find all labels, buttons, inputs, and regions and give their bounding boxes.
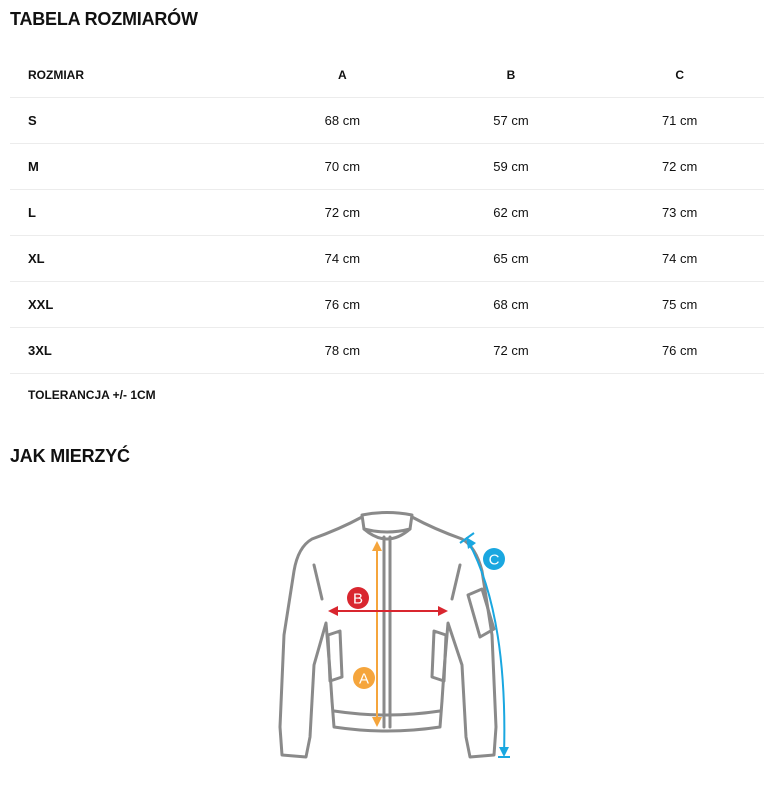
marker-a-label: A bbox=[358, 670, 370, 688]
value-cell-b: 72 cm bbox=[427, 328, 596, 374]
value-cell-a: 68 cm bbox=[258, 98, 427, 144]
value-cell-c: 71 cm bbox=[595, 98, 764, 144]
column-header-size: ROZMIAR bbox=[10, 53, 258, 98]
tolerance-note: TOLERANCJA +/- 1CM bbox=[28, 388, 156, 402]
value-cell-b: 57 cm bbox=[427, 98, 596, 144]
column-header-c: C bbox=[595, 53, 764, 98]
size-cell: XXL bbox=[10, 282, 258, 328]
how-to-measure-title: JAK MIERZYĆ bbox=[10, 446, 130, 466]
value-cell-c: 73 cm bbox=[595, 190, 764, 236]
measurement-c bbox=[460, 533, 510, 757]
size-cell: M bbox=[10, 144, 258, 190]
table-row bbox=[10, 328, 764, 374]
value-cell-a: 70 cm bbox=[258, 144, 427, 190]
value-cell-a: 78 cm bbox=[258, 328, 427, 374]
value-cell-c: 74 cm bbox=[595, 236, 764, 282]
table-row bbox=[10, 282, 764, 328]
value-cell-c: 72 cm bbox=[595, 144, 764, 190]
jacket-measurement-diagram bbox=[270, 505, 510, 767]
measurement-b bbox=[328, 587, 448, 616]
value-cell-a: 74 cm bbox=[258, 236, 427, 282]
table-row bbox=[10, 236, 764, 282]
size-cell: L bbox=[10, 190, 258, 236]
measurement-a bbox=[353, 541, 382, 727]
marker-c-label: C bbox=[488, 551, 500, 569]
value-cell-b: 62 cm bbox=[427, 190, 596, 236]
value-cell-b: 68 cm bbox=[427, 282, 596, 328]
size-table bbox=[10, 53, 764, 416]
size-cell: S bbox=[10, 98, 258, 144]
size-cell: XL bbox=[10, 236, 258, 282]
table-header-row bbox=[10, 53, 764, 98]
jacket-outline bbox=[280, 513, 496, 758]
value-cell-b: 59 cm bbox=[427, 144, 596, 190]
value-cell-c: 76 cm bbox=[595, 328, 764, 374]
marker-b-label: B bbox=[352, 590, 364, 608]
size-cell: 3XL bbox=[10, 328, 258, 374]
column-header-b: B bbox=[427, 53, 596, 98]
table-row bbox=[10, 144, 764, 190]
column-header-a: A bbox=[258, 53, 427, 98]
table-row bbox=[10, 98, 764, 144]
table-row bbox=[10, 190, 764, 236]
value-cell-b: 65 cm bbox=[427, 236, 596, 282]
value-cell-a: 76 cm bbox=[258, 282, 427, 328]
tolerance-row bbox=[10, 374, 764, 417]
value-cell-a: 72 cm bbox=[258, 190, 427, 236]
page-title: TABELA ROZMIARÓW bbox=[10, 9, 198, 29]
value-cell-c: 75 cm bbox=[595, 282, 764, 328]
